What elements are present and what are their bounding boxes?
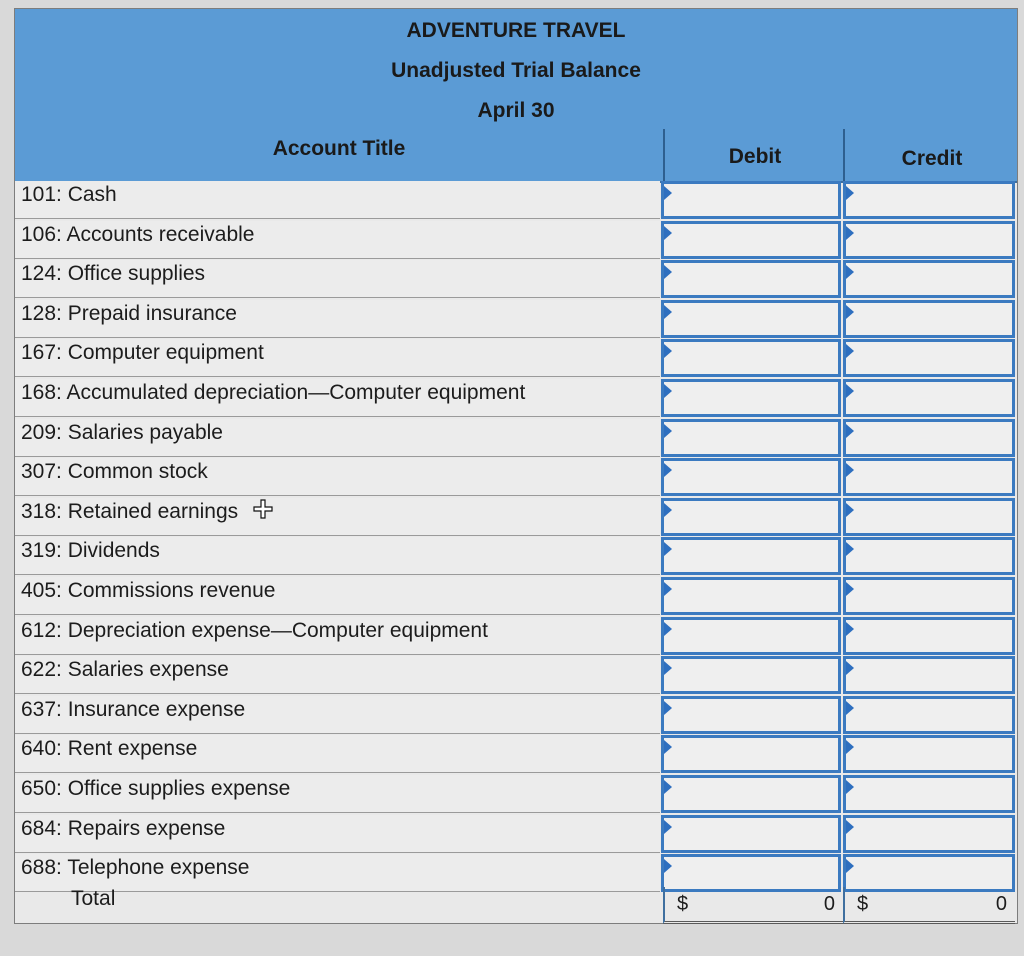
debit-input[interactable] bbox=[661, 656, 841, 694]
cell-marker-icon bbox=[664, 226, 672, 240]
account-title: 637: Insurance expense bbox=[15, 696, 660, 734]
account-title: 612: Depreciation expense—Computer equipment bbox=[15, 617, 660, 655]
credit-total-value: 0 bbox=[995, 893, 1007, 915]
cell-marker-icon bbox=[846, 820, 854, 834]
cell-marker-icon bbox=[664, 503, 672, 517]
cell-marker-icon bbox=[846, 344, 854, 358]
total-label: Total bbox=[71, 887, 116, 910]
account-title: 209: Salaries payable bbox=[15, 419, 660, 457]
credit-total bbox=[843, 887, 1015, 924]
debit-total-value: 0 bbox=[823, 893, 835, 915]
cell-marker-icon bbox=[664, 305, 672, 319]
cell-marker-icon bbox=[846, 226, 854, 240]
credit-input[interactable] bbox=[843, 656, 1015, 694]
credit-total-currency: $ bbox=[857, 893, 869, 915]
statement-title: Unadjusted Trial Balance bbox=[15, 49, 1017, 90]
credit-header: Credit bbox=[843, 129, 1019, 181]
account-row bbox=[15, 656, 1017, 696]
debit-input[interactable] bbox=[661, 181, 841, 219]
account-title: 101: Cash bbox=[15, 181, 660, 219]
account-title: 106: Accounts receivable bbox=[15, 221, 660, 259]
debit-input[interactable] bbox=[661, 735, 841, 773]
credit-input[interactable] bbox=[843, 617, 1015, 655]
account-row bbox=[15, 617, 1017, 657]
cell-marker-icon bbox=[664, 820, 672, 834]
account-row bbox=[15, 537, 1017, 577]
debit-input[interactable] bbox=[661, 300, 841, 338]
cell-marker-icon bbox=[664, 740, 672, 754]
debit-input[interactable] bbox=[661, 815, 841, 853]
cell-marker-icon bbox=[664, 463, 672, 477]
credit-input[interactable] bbox=[843, 537, 1015, 575]
account-row bbox=[15, 339, 1017, 379]
cell-marker-icon bbox=[846, 661, 854, 675]
account-row bbox=[15, 696, 1017, 736]
cell-marker-icon bbox=[846, 265, 854, 279]
cell-marker-icon bbox=[664, 344, 672, 358]
credit-input[interactable] bbox=[843, 577, 1015, 615]
debit-total-currency: $ bbox=[677, 893, 689, 915]
cell-marker-icon bbox=[846, 463, 854, 477]
cell-marker-icon bbox=[664, 701, 672, 715]
credit-input[interactable] bbox=[843, 696, 1015, 734]
account-row bbox=[15, 419, 1017, 459]
account-title: 307: Common stock bbox=[15, 458, 660, 496]
debit-input[interactable] bbox=[661, 260, 841, 298]
account-title: 622: Salaries expense bbox=[15, 656, 660, 694]
cell-marker-icon bbox=[664, 661, 672, 675]
debit-input[interactable] bbox=[661, 339, 841, 377]
account-row bbox=[15, 775, 1017, 815]
account-title: 640: Rent expense bbox=[15, 735, 660, 773]
cell-marker-icon bbox=[846, 780, 854, 794]
cell-marker-icon bbox=[846, 186, 854, 200]
credit-input[interactable] bbox=[843, 181, 1015, 219]
account-title: 168: Accumulated depreciation—Computer equipment bbox=[15, 379, 660, 417]
cell-marker-icon bbox=[664, 780, 672, 794]
account-title: 405: Commissions revenue bbox=[15, 577, 660, 615]
account-rows bbox=[15, 181, 1017, 894]
column-header-row bbox=[15, 129, 1017, 183]
account-title: 128: Prepaid insurance bbox=[15, 300, 660, 338]
debit-input[interactable] bbox=[661, 577, 841, 615]
account-title-header: Account Title bbox=[272, 137, 406, 160]
credit-input[interactable] bbox=[843, 260, 1015, 298]
debit-input[interactable] bbox=[661, 458, 841, 496]
debit-input[interactable] bbox=[661, 419, 841, 457]
cell-marker-icon bbox=[846, 424, 854, 438]
account-row bbox=[15, 300, 1017, 340]
account-row bbox=[15, 181, 1017, 221]
cell-marker-icon bbox=[664, 186, 672, 200]
cell-marker-icon bbox=[664, 265, 672, 279]
cell-marker-icon bbox=[846, 622, 854, 636]
debit-input[interactable] bbox=[661, 537, 841, 575]
cell-marker-icon bbox=[664, 859, 672, 873]
debit-total bbox=[663, 887, 843, 924]
credit-input[interactable] bbox=[843, 735, 1015, 773]
credit-input[interactable] bbox=[843, 458, 1015, 496]
cell-marker-icon bbox=[846, 384, 854, 398]
account-row bbox=[15, 498, 1017, 538]
cell-marker-icon bbox=[846, 740, 854, 754]
account-row bbox=[15, 221, 1017, 261]
statement-date: April 30 bbox=[15, 89, 1017, 130]
credit-input[interactable] bbox=[843, 815, 1015, 853]
cell-marker-icon bbox=[846, 542, 854, 556]
account-title: 124: Office supplies bbox=[15, 260, 660, 298]
cell-marker-icon bbox=[846, 582, 854, 596]
account-title: 650: Office supplies expense bbox=[15, 775, 660, 813]
debit-input[interactable] bbox=[661, 221, 841, 259]
account-row bbox=[15, 735, 1017, 775]
account-title: 684: Repairs expense bbox=[15, 815, 660, 853]
debit-input[interactable] bbox=[661, 617, 841, 655]
account-row bbox=[15, 458, 1017, 498]
cell-marker-icon bbox=[846, 859, 854, 873]
move-cursor-icon bbox=[253, 499, 273, 523]
debit-header: Debit bbox=[663, 129, 845, 181]
credit-input[interactable] bbox=[843, 498, 1015, 536]
cell-marker-icon bbox=[664, 424, 672, 438]
credit-input[interactable] bbox=[843, 300, 1015, 338]
account-row bbox=[15, 379, 1017, 419]
debit-input[interactable] bbox=[661, 379, 841, 417]
credit-input[interactable] bbox=[843, 419, 1015, 457]
cell-marker-icon bbox=[664, 384, 672, 398]
cell-marker-icon bbox=[846, 305, 854, 319]
account-row bbox=[15, 260, 1017, 300]
cell-marker-icon bbox=[846, 701, 854, 715]
cell-marker-icon bbox=[664, 542, 672, 556]
credit-input[interactable] bbox=[843, 379, 1015, 417]
cell-marker-icon bbox=[664, 582, 672, 596]
account-title: 688: Telephone expense bbox=[15, 854, 660, 892]
total-row bbox=[15, 881, 1017, 923]
account-row bbox=[15, 815, 1017, 855]
credit-input[interactable] bbox=[843, 221, 1015, 259]
account-title: 319: Dividends bbox=[15, 537, 660, 575]
company-name: ADVENTURE TRAVEL bbox=[15, 9, 1017, 50]
debit-input[interactable] bbox=[661, 498, 841, 536]
account-title: 167: Computer equipment bbox=[15, 339, 660, 377]
cell-marker-icon bbox=[846, 503, 854, 517]
debit-input[interactable] bbox=[661, 696, 841, 734]
trial-balance-form bbox=[14, 8, 1018, 924]
debit-input[interactable] bbox=[661, 775, 841, 813]
account-title: 318: Retained earnings bbox=[15, 498, 660, 536]
account-row bbox=[15, 577, 1017, 617]
credit-input[interactable] bbox=[843, 339, 1015, 377]
credit-input[interactable] bbox=[843, 775, 1015, 813]
cell-marker-icon bbox=[664, 622, 672, 636]
